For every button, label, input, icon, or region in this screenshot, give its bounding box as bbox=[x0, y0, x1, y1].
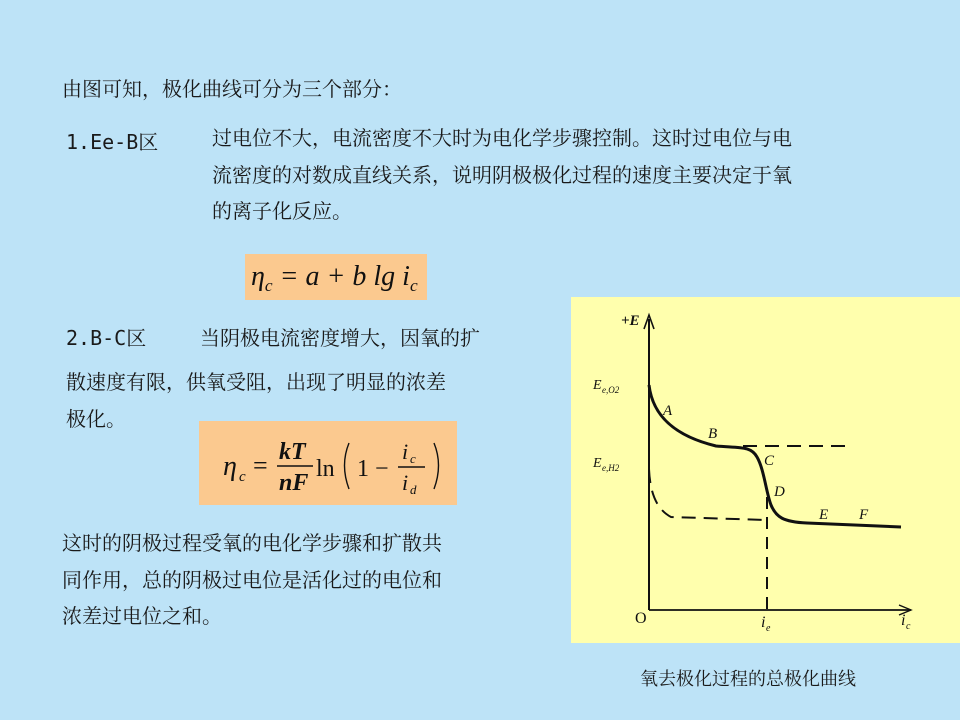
polarization-curve bbox=[649, 385, 901, 527]
formula2-frac-num: i bbox=[402, 439, 409, 464]
point-label-e: E bbox=[819, 507, 829, 523]
section2-label: 2.B-C区 bbox=[66, 326, 147, 350]
formula1-eta: η bbox=[251, 261, 265, 292]
point-label-c: C bbox=[764, 453, 775, 469]
formula2-ln: ln bbox=[316, 456, 335, 482]
section2-line: 散速度有限，供氧受阻，出现了明显的浓差 bbox=[66, 370, 446, 394]
formula2-eta-sub: c bbox=[239, 469, 246, 485]
x-axis-label-sub: c bbox=[906, 621, 911, 632]
y-axis-label: +E bbox=[621, 313, 640, 329]
formula2-num: kT bbox=[279, 439, 306, 465]
ie-label-sub: e bbox=[766, 623, 771, 634]
point-label-d: D bbox=[774, 484, 785, 500]
section2-line1: 当阴极电流密度增大，因氧的扩 bbox=[200, 326, 480, 350]
point-label-b: B bbox=[708, 426, 718, 442]
section1-text bbox=[212, 120, 792, 230]
conclusion-line: 浓差过电位之和。 bbox=[62, 604, 222, 628]
ie-label: i bbox=[761, 614, 766, 631]
formula1-body: = a + b lg i bbox=[279, 261, 410, 292]
polarization-curve-diagram bbox=[571, 297, 960, 643]
formula2-den: nF bbox=[279, 470, 309, 496]
conclusion-line: 这时的阴极过程受氧的电化学步骤和扩散共 bbox=[62, 531, 442, 555]
section2-line: 极化。 bbox=[66, 406, 126, 431]
point-label-f: F bbox=[859, 507, 869, 523]
concentration-polarization-formula bbox=[199, 421, 457, 505]
conclusion-text bbox=[62, 525, 442, 635]
origin-label: O bbox=[635, 610, 647, 627]
formula2-eq: = bbox=[253, 451, 268, 480]
formula1-sub: c bbox=[264, 276, 273, 296]
e-h2-label: E bbox=[593, 456, 602, 471]
intro-text: 由图可知，极化曲线可分为三个部分： bbox=[62, 77, 402, 101]
formula2-frac-den-sub: d bbox=[410, 482, 417, 497]
e-o2-sub: e,O2 bbox=[602, 385, 620, 395]
formula2-lparen bbox=[345, 443, 350, 489]
point-label-a: A bbox=[663, 403, 673, 419]
polarization-curve-figure bbox=[571, 297, 960, 643]
formula2-frac-num-sub: c bbox=[410, 451, 416, 466]
figure-caption: 氧去极化过程的总极化曲线 bbox=[640, 669, 856, 690]
section1-line: 流密度的对数成直线关系，说明阴极极化过程的速度主要决定于氧 bbox=[212, 162, 792, 187]
e-o2-label: E bbox=[593, 378, 602, 393]
formula2-one: 1 − bbox=[357, 456, 389, 482]
formula2-rparen bbox=[434, 443, 439, 489]
tafel-formula bbox=[245, 254, 427, 300]
section1-label: 1.Ee-B区 bbox=[66, 130, 159, 154]
conclusion-line: 同作用，总的阴极过电位是活化过的电位和 bbox=[62, 567, 442, 592]
e-h2-sub: e,H2 bbox=[602, 463, 620, 473]
formula2-frac-den: i bbox=[402, 470, 409, 495]
section1-line: 过电位不大，电流密度不大时为电化学步骤控制。这时过电位与电 bbox=[212, 126, 792, 150]
formula2-svg bbox=[199, 421, 457, 505]
lower-dashed-curve bbox=[649, 469, 767, 520]
formula2-eta: η bbox=[223, 451, 237, 482]
x-axis-label: i bbox=[901, 612, 906, 629]
section1-line: 的离子化反应。 bbox=[212, 199, 352, 223]
formula1-body-sub: c bbox=[409, 276, 418, 296]
